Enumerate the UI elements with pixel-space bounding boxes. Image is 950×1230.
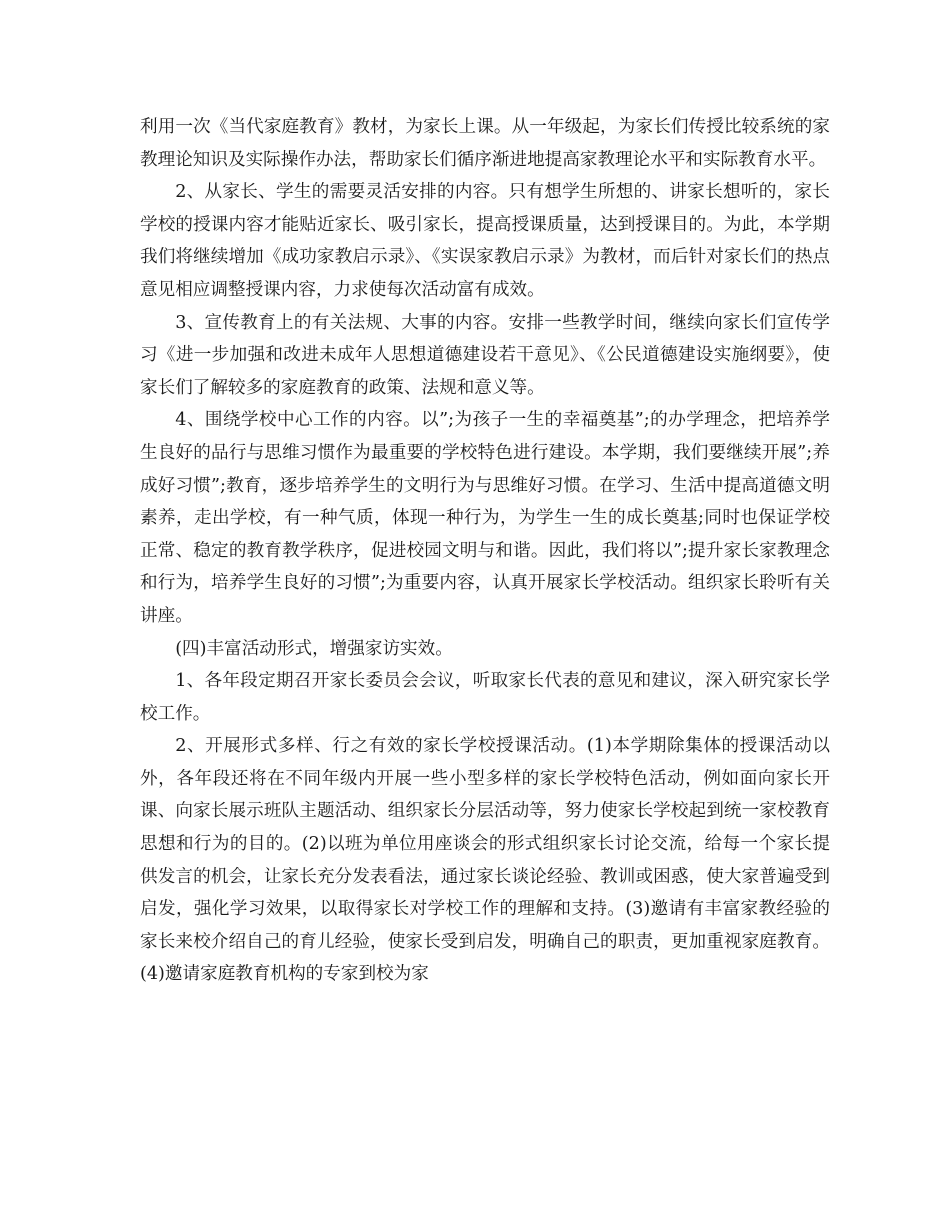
paragraph-2: 2、从家长、学生的需要灵活安排的内容。只有想学生所想的、讲家长想听的，家长学校的授课内容才能贴近家长、吸引家长，提高授课质量，达到授课目的。为此，本学期我们将继续增加《成功家教启示录》、《实误家教启示录》为教材，而后针对家长们的热点意见相应调整授课内容，力求使每次活动富有成效。 (140, 182, 830, 300)
document-page (140, 111, 830, 991)
paragraph-3: 3、宣传教育上的有关法规、大事的内容。安排一些教学时间，继续向家长们宣传学习《进一步加强和改进未成年人思想道德建设若干意见》、《公民道德建设实施纲要》，使家长们了解较多的家庭教育的政策、法规和意义等。 (140, 312, 830, 398)
paragraph-4: 4、围绕学校中心工作的内容。以”;为孩子一生的幸福奠基”;的办学理念，把培养学生良好的品行与思维习惯作为最重要的学校特色进行建设。本学期，我们要继续开展”;养成好习惯”;教育，逐步培养学生的文明行为与思维好习惯。在学习、生活中提高道德文明素养，走出学校，有一种气质，体现一种行为，为学生一生的成长奠基;同时也保证学校正常、稳定的教育教学秩序，促进校园文明与和谐。因此，我们将以”;提升家长家教理念和行为，培养学生良好的习惯”;为重要内容，认真开展家长学校活动。组织家长聆听有关讲座。 (140, 410, 830, 626)
section-heading: (四)丰富活动形式，增强家访实效。 (175, 638, 453, 659)
paragraph-5: 1、各年段定期召开家长委员会会议，听取家长代表的意见和建议，深入研究家长学校工作。 (140, 671, 830, 724)
paragraph-6: 2、开展形式多样、行之有效的家长学校授课活动。(1)本学期除集体的授课活动以外，各年段还将在不同年级内开展一些小型多样的家长学校特色活动，例如面向家长开课、向家长展示班队主题活动、组织家长分层活动等，努力使家长学校起到统一家校教育思想和行为的目的。(2)以班为单位用座谈会的形式组织家长讨论交流，给每一个家长提供发言的机会，让家长充分发表看法，通过家长谈论经验、教训或困惑，使大家普遍受到启发，强化学习效果，以取得家长对学校工作的理解和支持。(3)邀请有丰富家教经验的家长来校介绍自己的育儿经验，使家长受到启发，明确自己的职责，更加重视家庭教育。(4)邀请家庭教育机构的专家到校为家 (140, 736, 830, 985)
paragraph-1: 利用一次《当代家庭教育》教材，为家长上课。从一年级起，为家长们传授比较系统的家教理论知识及实际操作办法，帮助家长们循序渐进地提高家教理论水平和实际教育水平。 (140, 117, 830, 170)
